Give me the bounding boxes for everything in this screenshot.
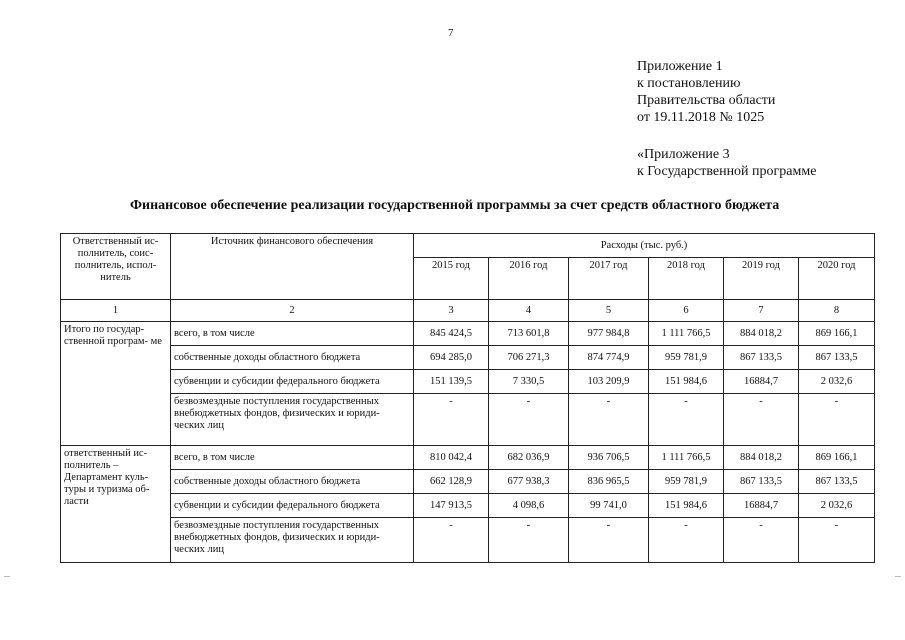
value-cell: 151 984,6 <box>649 370 724 394</box>
value-cell: 845 424,5 <box>414 322 489 346</box>
value-cell: 16884,7 <box>724 370 799 394</box>
value-cell: 4 098,6 <box>489 494 569 518</box>
column-number: 2 <box>171 300 414 322</box>
table-row <box>61 394 875 446</box>
header-year: 2015 год <box>414 258 489 300</box>
appendix-line: от 19.11.2018 № 1025 <box>637 110 765 125</box>
value-cell: 147 913,5 <box>414 494 489 518</box>
value-cell: 959 781,9 <box>649 346 724 370</box>
appendix-line: Приложение 1 <box>637 59 723 74</box>
value-cell: - <box>799 394 875 446</box>
value-cell: 867 133,5 <box>799 470 875 494</box>
appendix-line: Правительства области <box>637 93 776 108</box>
header-year: 2018 год <box>649 258 724 300</box>
value-cell: - <box>649 394 724 446</box>
scan-mark <box>4 576 10 577</box>
value-cell: 884 018,2 <box>724 446 799 470</box>
value-cell: 713 601,8 <box>489 322 569 346</box>
value-cell: 706 271,3 <box>489 346 569 370</box>
page-number: 7 <box>448 27 454 39</box>
table-row <box>61 370 875 394</box>
value-cell: 810 042,4 <box>414 446 489 470</box>
table-row <box>61 518 875 563</box>
column-number: 3 <box>414 300 489 322</box>
table-row <box>61 446 875 470</box>
value-cell: 869 166,1 <box>799 322 875 346</box>
document-title: Финансовое обеспечение реализации государственной программы за счет средств областного бюджета <box>130 198 780 213</box>
value-cell: 1 111 766,5 <box>649 322 724 346</box>
value-cell: 677 938,3 <box>489 470 569 494</box>
value-cell: 682 036,9 <box>489 446 569 470</box>
source-cell: всего, в том числе <box>171 446 414 470</box>
executor-cell: Итого по государ- ственной програм- ме <box>61 322 171 446</box>
value-cell: 7 330,5 <box>489 370 569 394</box>
value-cell: - <box>569 394 649 446</box>
value-cell: 2 032,6 <box>799 370 875 394</box>
column-number: 6 <box>649 300 724 322</box>
header-source: Источник финансового обеспечения <box>171 234 414 300</box>
value-cell: - <box>724 394 799 446</box>
value-cell: 867 133,5 <box>799 346 875 370</box>
value-cell: - <box>414 518 489 563</box>
value-cell: 867 133,5 <box>724 346 799 370</box>
header-year: 2017 год <box>569 258 649 300</box>
value-cell: - <box>569 518 649 563</box>
header-year: 2020 год <box>799 258 875 300</box>
value-cell: - <box>724 518 799 563</box>
value-cell: 936 706,5 <box>569 446 649 470</box>
value-cell: 977 984,8 <box>569 322 649 346</box>
value-cell: 959 781,9 <box>649 470 724 494</box>
value-cell: 151 984,6 <box>649 494 724 518</box>
source-cell: субвенции и субсидии федерального бюджета <box>171 494 414 518</box>
header-year: 2019 год <box>724 258 799 300</box>
table-row <box>61 322 875 346</box>
finance-table <box>60 233 875 563</box>
appendix-ref-line: к Государственной программе <box>637 164 817 179</box>
value-cell: - <box>489 518 569 563</box>
value-cell: 1 111 766,5 <box>649 446 724 470</box>
value-cell: 662 128,9 <box>414 470 489 494</box>
appendix-header <box>637 58 775 126</box>
header-executor: Ответственный ис- полнитель, соис- полнитель, испол- нитель <box>61 234 171 300</box>
appendix-reference <box>637 146 816 180</box>
column-number: 7 <box>724 300 799 322</box>
table-row <box>61 494 875 518</box>
scan-mark <box>895 576 901 577</box>
value-cell: 16884,7 <box>724 494 799 518</box>
value-cell: 867 133,5 <box>724 470 799 494</box>
appendix-ref-line: «Приложение 3 <box>637 147 730 162</box>
table-row <box>61 346 875 370</box>
value-cell: 836 965,5 <box>569 470 649 494</box>
value-cell: 869 166,1 <box>799 446 875 470</box>
executor-cell: ответственный ис- полнитель – Департамент куль- туры и туризма об- ласти <box>61 446 171 563</box>
value-cell: 103 209,9 <box>569 370 649 394</box>
column-number: 4 <box>489 300 569 322</box>
column-number: 8 <box>799 300 875 322</box>
source-cell: всего, в том числе <box>171 322 414 346</box>
value-cell: - <box>414 394 489 446</box>
value-cell: 2 032,6 <box>799 494 875 518</box>
header-year: 2016 год <box>489 258 569 300</box>
table-row <box>61 470 875 494</box>
value-cell: - <box>489 394 569 446</box>
source-cell: безвозмездные поступления государственных внебюджетных фондов, физических и юриди- ческих лиц <box>171 518 414 563</box>
column-number: 1 <box>61 300 171 322</box>
source-cell: собственные доходы областного бюджета <box>171 346 414 370</box>
header-expenses: Расходы (тыс. руб.) <box>414 234 875 258</box>
value-cell: 99 741,0 <box>569 494 649 518</box>
column-number: 5 <box>569 300 649 322</box>
appendix-line: к постановлению <box>637 76 741 91</box>
value-cell: 884 018,2 <box>724 322 799 346</box>
value-cell: - <box>649 518 724 563</box>
source-cell: собственные доходы областного бюджета <box>171 470 414 494</box>
source-cell: субвенции и субсидии федерального бюджета <box>171 370 414 394</box>
value-cell: 694 285,0 <box>414 346 489 370</box>
value-cell: - <box>799 518 875 563</box>
value-cell: 151 139,5 <box>414 370 489 394</box>
source-cell: безвозмездные поступления государственных внебюджетных фондов, физических и юриди- ческих лиц <box>171 394 414 446</box>
value-cell: 874 774,9 <box>569 346 649 370</box>
